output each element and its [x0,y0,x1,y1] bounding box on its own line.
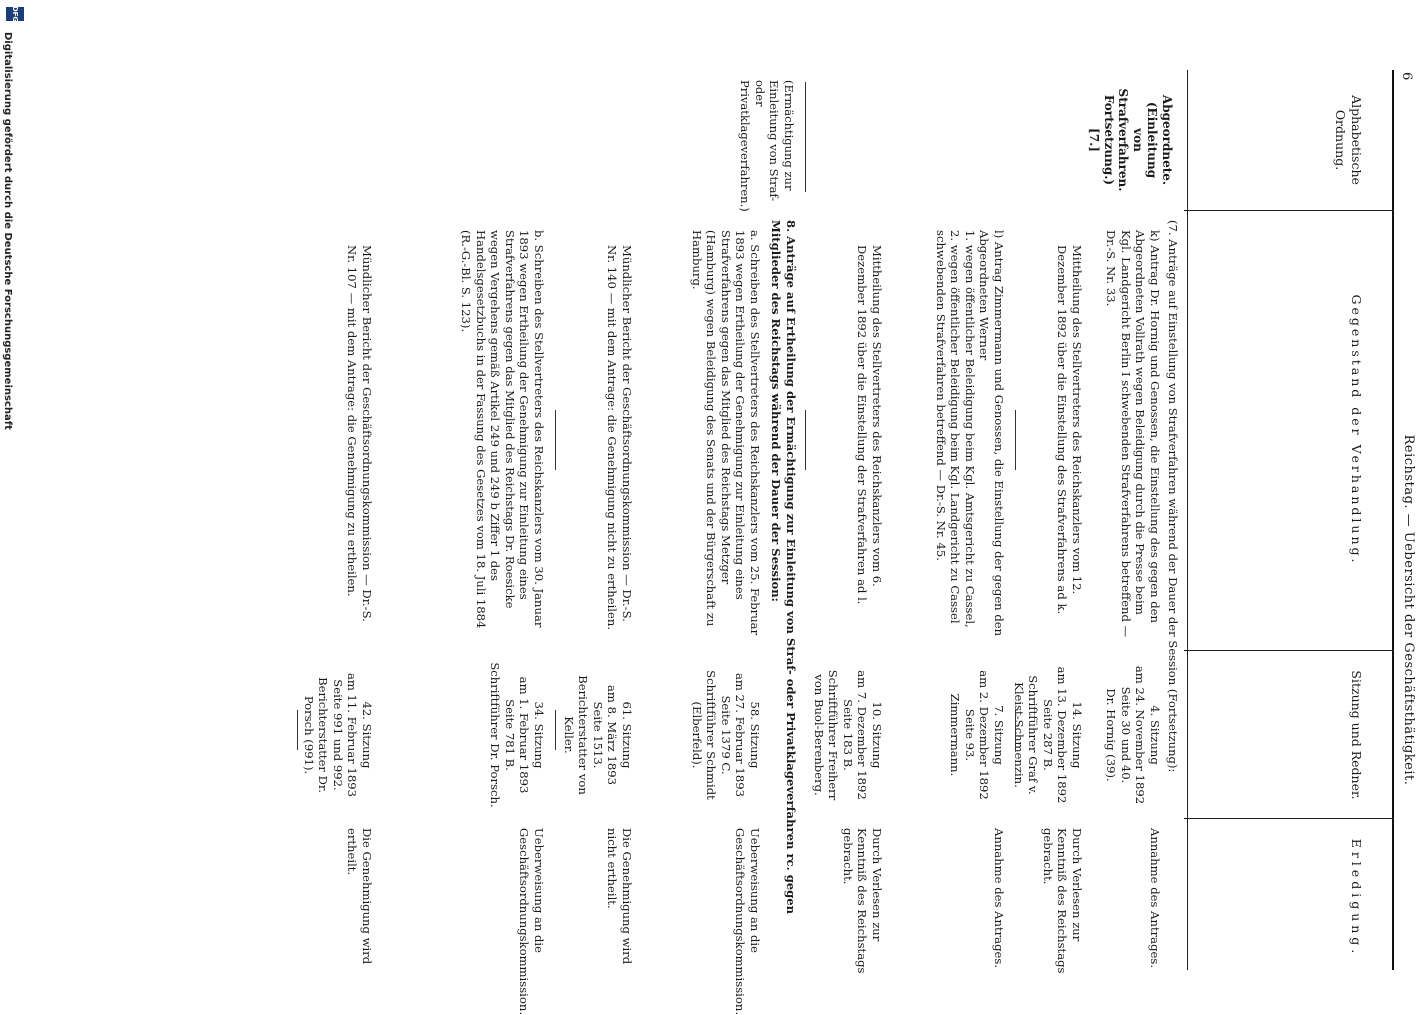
entry-b-report-session: 42. Sitzung am 11. Februar 1893 Seite 991 und 992. Berichterstatter Dr. Porsch (991). [301,672,374,798]
entry-a-session: 58. Sitzung am 27. Februar 1893 Seite 1379 C. Schriftführer Schmidt (Elberfeld). [689,670,762,800]
entry-a-report-session: 61. Sitzung am 8. März 1893 Seite 1513. Berichterstatter von Keller. [561,675,634,795]
separator [1015,410,1016,470]
separator [1015,710,1016,750]
entry-a-text: a. Schreiben des Stellvertreters des Reichskanzlers vom 25. Februar 1893 wegen Ertheilung der Genehmigung zur Einleitung eines Strafverfahrens gegen das Mitglied des Reichstags Metzger (Hamburg) wegen Beleidigung des Senats und der Bürgerschaft zu Hamburg. [689,230,762,636]
dfg-logo-icon: DFG [6,7,24,21]
separator [805,410,806,470]
column-divider-1 [1184,210,1394,211]
section8-label: (Ermächtigung zur Einleitung von Straf- oder Privatklageverfahren.) [738,80,796,212]
entry-k-notice-session: 14. Sitzung am 13. Dezember 1892 Seite 287 B. Schriftführer Graf v. Kleist-Schmenzin. [1011,666,1084,804]
section8-heading: 8. Anträge auf Ertheilung der Ermächtigung zur Einleitung von Straf- oder Privatklageverfahren rc. gegen Mitglieder des Reichstags während der Dauer der Session: [769,220,798,915]
entry-l-session: 7. Sitzung am 2. Dezember 1892 Seite 93. Zimmermann. [948,670,1006,800]
column-heading-alphabetical: Alphabetische Ordnung. [1333,95,1364,185]
entry-b-report-text: Mündlicher Bericht der Geschäftsordnungskommission — Dr.-S. Nr. 107 — mit dem Antrage: die Genehmigung zu ertheilen. [345,245,374,622]
entry-b-text: b. Schreiben des Stellvertreters des Reichskanzlers vom 30. Januar 1893 wegen Ertheilung der Genehmigung zur Einleitung eines Strafverfahrens gegen das Mitglied des Reichstags Dr. Roesicke wegen Vergehens gemäß Artikel 249 und 249 b Ziffer 1 des Handelsgesetzbuchs in der Fassung des Gesetzes vom 18. Juli 1884 (R.-G.-Bl. S. 123). [459,230,546,629]
entry-l-notice-result: Durch Verlesen zur Kenntniß des Reichstags gebracht. [840,828,884,974]
digitization-credit: Digitalisierung gefördert durch die Deutsche Forschungsgemeinschaft [2,32,13,430]
entry-l-text: l) Antrag Zimmermann und Genossen, die Einstellung der gegen den Abgeordneten Werner 1. wegen öffentlicher Beleidigung beim Kgl. Amtsgericht zu Cassel, 2. wegen öffentlicher Beleidigung beim Kgl. Landgericht zu Cassel schwebenden Strafverfahren betreffend — Dr.-S. Nr. 45. [933,230,1006,637]
page-number: 6 [1399,72,1414,81]
entry-k-session: 4. Sitzung am 24. November 1892 Seite 30 und 40. Dr. Hornig (39). [1104,665,1162,805]
entry-k-text: k) Antrag Dr. Hornig und Genossen, die Einstellung des gegen den Abgeordneten Vollrath wegen Beleidigung durch die Presse beim Kgl. Landgericht Berlin I schwebenden Strafverfahrens betreffend — Dr.-S. Nr. 33. [1104,230,1162,638]
running-header: Reichstag. — Uebersicht der Geschäftsthätigkeit. [1401,434,1416,786]
entry-a-report-result: Die Genehmigung wird nicht ertheilt. [605,828,634,965]
section7-intro: (7. Anträge auf Einstellung von Strafverfahren während der Dauer der Session (Fortsetzung): [1166,220,1180,773]
header-bottom-rule [1187,70,1188,970]
column-divider-2 [1184,650,1394,651]
separator [297,710,298,750]
entry-l-result: Annahme des Antrages. [992,828,1006,969]
table-top-rule [1392,70,1394,970]
column-heading-subject: Gegenstand der Verhandlung. [1349,294,1364,566]
entry-a-result: Ueberweisung an die Geschäftsordnungskommission. [733,828,762,1015]
separator [805,82,806,192]
entry-b-session: 34. Sitzung am 1. Februar 1893 Seite 781 B. Schriftführer Dr. Porsch. [488,662,546,808]
section7-label: Abgeordnete. (Einleitung von Strafverfahren. Fortsetzung.) [7.] [1087,88,1174,192]
column-divider-3 [1184,818,1394,819]
entry-k-result: Annahme des Antrages. [1148,828,1162,969]
entry-l-notice-text: Mittheilung des Stellvertreters des Reichskanzlers vom 6. Dezember 1892 über die Einstellung der Strafverfahren ad l. [855,245,884,605]
column-heading-result: Erledigung. [1349,838,1364,958]
separator [555,410,556,470]
entry-a-report-text: Mündlicher Bericht der Geschäftsordnungskommission — Dr.-S. Nr. 140 — mit dem Antrage: die Genehmigung nicht zu ertheilen. [605,245,634,631]
entry-l-notice-session: 10. Sitzung am 7. Dezember 1892 Seite 183 B. Schriftführer Freiherr von Buol-Berenberg. [811,669,884,801]
entry-k-notice-result: Durch Verlesen zur Kenntniß des Reichstags gebracht. [1040,828,1084,974]
column-heading-session: Sitzung und Redner. [1349,670,1364,800]
entry-b-report-result: Die Genehmigung wird ertheilt. [345,828,374,965]
entry-b-result: Ueberweisung an die Geschäftsordnungskommission. [517,828,546,1015]
separator [555,710,556,750]
entry-k-notice-text: Mittheilung des Stellvertreters des Reichskanzlers vom 12. Dezember 1892 über die Einstellung des Strafverfahrens ad k. [1055,245,1084,615]
